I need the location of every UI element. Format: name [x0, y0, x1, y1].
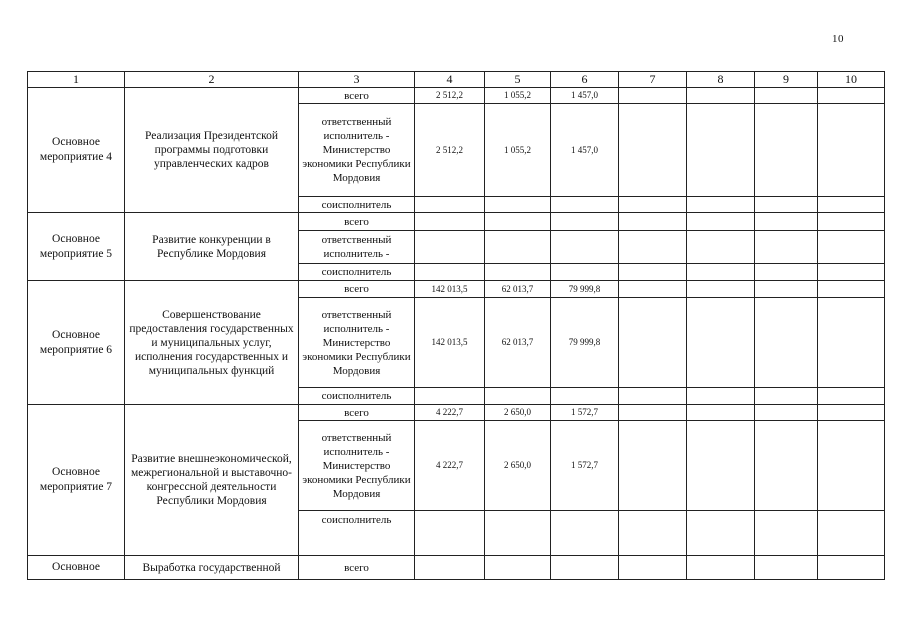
header-cell: 5 [485, 72, 551, 88]
empty-cell [755, 281, 818, 298]
empty-cell [485, 264, 551, 281]
header-cell: 10 [818, 72, 885, 88]
empty-cell [755, 421, 818, 511]
empty-cell [687, 511, 755, 556]
value-cell: 1 457,0 [551, 88, 619, 104]
empty-cell [818, 231, 885, 264]
empty-cell [755, 556, 818, 580]
value-cell: 2 512,2 [415, 104, 485, 197]
header-cell: 1 [28, 72, 125, 88]
header-cell: 9 [755, 72, 818, 88]
empty-cell [485, 231, 551, 264]
empty-cell [818, 104, 885, 197]
event-name-cell: Основное мероприятие 7 [28, 405, 125, 556]
empty-cell [755, 511, 818, 556]
empty-cell [818, 88, 885, 104]
header-cell: 6 [551, 72, 619, 88]
value-cell: 4 222,7 [415, 405, 485, 421]
empty-cell [818, 197, 885, 213]
empty-cell [755, 197, 818, 213]
empty-cell [619, 197, 687, 213]
empty-cell [619, 405, 687, 421]
empty-cell [687, 388, 755, 405]
role-total-cell: всего [299, 405, 415, 421]
empty-cell [818, 556, 885, 580]
empty-cell [619, 298, 687, 388]
table-row [28, 556, 885, 580]
empty-cell [687, 556, 755, 580]
header-cell: 4 [415, 72, 485, 88]
empty-cell [818, 405, 885, 421]
header-cell: 2 [125, 72, 299, 88]
empty-cell [485, 511, 551, 556]
value-cell: 1 055,2 [485, 88, 551, 104]
role-total-cell: всего [299, 88, 415, 104]
role-coexecutor-cell: соисполнитель [299, 388, 415, 405]
value-cell: 2 650,0 [485, 421, 551, 511]
event-description-cell: Развитие конкуренции в Республике Мордовия [125, 213, 299, 281]
empty-cell [619, 88, 687, 104]
empty-cell [619, 388, 687, 405]
role-coexecutor-cell: соисполнитель [299, 511, 415, 556]
value-cell: 79 999,8 [551, 298, 619, 388]
empty-cell [551, 264, 619, 281]
empty-cell [415, 511, 485, 556]
value-cell: 1 055,2 [485, 104, 551, 197]
empty-cell [755, 213, 818, 231]
empty-cell [755, 264, 818, 281]
empty-cell [415, 264, 485, 281]
event-name-cell: Основное мероприятие 4 [28, 88, 125, 213]
table-row [28, 88, 885, 104]
role-responsible-cell: ответственный исполнитель - Министерство экономики Республики Мордовия [299, 104, 415, 197]
empty-cell [687, 298, 755, 388]
value-cell: 1 572,7 [551, 421, 619, 511]
empty-cell [755, 231, 818, 264]
header-row [28, 72, 885, 88]
empty-cell [755, 388, 818, 405]
empty-cell [755, 104, 818, 197]
empty-cell [619, 281, 687, 298]
empty-cell [415, 213, 485, 231]
empty-cell [551, 388, 619, 405]
empty-cell [818, 421, 885, 511]
empty-cell [551, 556, 619, 580]
budget-table [27, 71, 885, 580]
event-name-cell: Основное [28, 556, 125, 580]
empty-cell [551, 511, 619, 556]
empty-cell [415, 231, 485, 264]
role-total-cell: всего [299, 281, 415, 298]
value-cell: 62 013,7 [485, 281, 551, 298]
empty-cell [485, 556, 551, 580]
empty-cell [818, 511, 885, 556]
empty-cell [687, 104, 755, 197]
empty-cell [755, 405, 818, 421]
empty-cell [818, 264, 885, 281]
empty-cell [687, 88, 755, 104]
value-cell: 4 222,7 [415, 421, 485, 511]
empty-cell [551, 213, 619, 231]
empty-cell [687, 281, 755, 298]
empty-cell [485, 197, 551, 213]
page-number: 10 [832, 33, 844, 45]
role-total-cell: всего [299, 556, 415, 580]
empty-cell [415, 388, 485, 405]
role-responsible-cell: ответственный исполнитель - Министерство экономики Республики Мордовия [299, 298, 415, 388]
header-cell: 3 [299, 72, 415, 88]
table-row [28, 281, 885, 298]
table-row [28, 213, 885, 231]
empty-cell [415, 197, 485, 213]
value-cell: 2 650,0 [485, 405, 551, 421]
empty-cell [818, 281, 885, 298]
role-total-cell: всего [299, 213, 415, 231]
empty-cell [687, 421, 755, 511]
empty-cell [687, 405, 755, 421]
empty-cell [619, 104, 687, 197]
value-cell: 1 457,0 [551, 104, 619, 197]
empty-cell [755, 298, 818, 388]
event-description-cell: Совершенствование предоставления государственных и муниципальных услуг, исполнения государственных и муниципальных функций [125, 281, 299, 405]
value-cell: 79 999,8 [551, 281, 619, 298]
empty-cell [619, 421, 687, 511]
role-coexecutor-cell: соисполнитель [299, 264, 415, 281]
empty-cell [551, 197, 619, 213]
event-name-cell: Основное мероприятие 6 [28, 281, 125, 405]
empty-cell [818, 298, 885, 388]
empty-cell [551, 231, 619, 264]
value-cell: 142 013,5 [415, 298, 485, 388]
event-name-cell: Основное мероприятие 5 [28, 213, 125, 281]
event-description-cell: Выработка государственной [125, 556, 299, 580]
role-coexecutor-cell: соисполнитель [299, 197, 415, 213]
header-cell: 8 [687, 72, 755, 88]
empty-cell [619, 511, 687, 556]
empty-cell [619, 213, 687, 231]
empty-cell [619, 231, 687, 264]
empty-cell [485, 213, 551, 231]
table-row [28, 405, 885, 421]
empty-cell [818, 388, 885, 405]
empty-cell [619, 264, 687, 281]
empty-cell [415, 556, 485, 580]
empty-cell [687, 264, 755, 281]
header-cell: 7 [619, 72, 687, 88]
role-responsible-cell: ответственный исполнитель - Министерство экономики Республики Мордовия [299, 421, 415, 511]
empty-cell [818, 213, 885, 231]
empty-cell [485, 388, 551, 405]
value-cell: 142 013,5 [415, 281, 485, 298]
empty-cell [619, 556, 687, 580]
value-cell: 62 013,7 [485, 298, 551, 388]
empty-cell [755, 88, 818, 104]
value-cell: 2 512,2 [415, 88, 485, 104]
empty-cell [687, 213, 755, 231]
value-cell: 1 572,7 [551, 405, 619, 421]
event-description-cell: Реализация Президентской программы подготовки управленческих кадров [125, 88, 299, 213]
empty-cell [687, 197, 755, 213]
role-responsible-cell: ответственный исполнитель - [299, 231, 415, 264]
empty-cell [687, 231, 755, 264]
event-description-cell: Развитие внешнеэкономической, межрегиональной и выставочно-конгрессной деятельности Республики Мордовия [125, 405, 299, 556]
